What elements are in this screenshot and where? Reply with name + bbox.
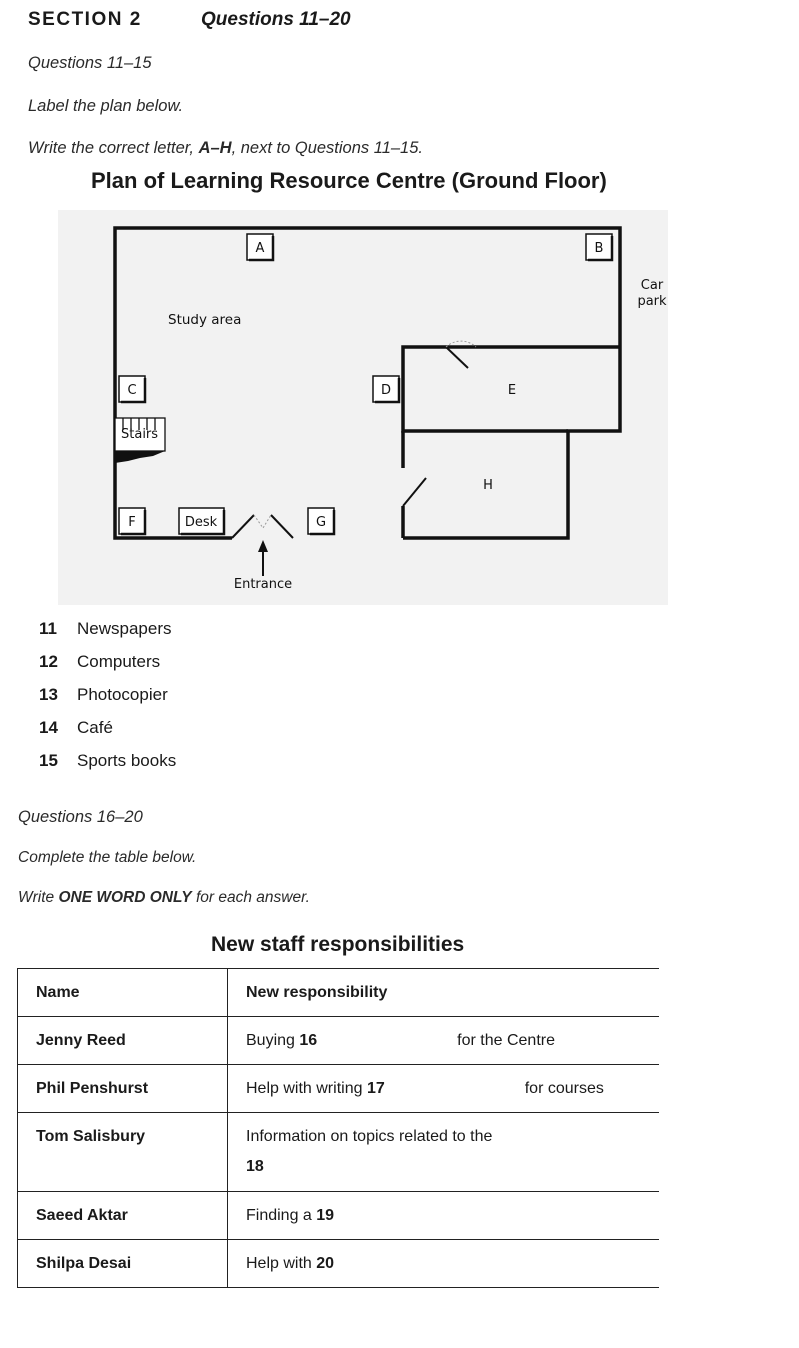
part1-instruction-label: Label the plan below. (28, 97, 184, 115)
row-name (18, 1065, 228, 1113)
table-row (18, 1113, 660, 1192)
question-number: 13 (39, 685, 58, 704)
instr-text: , next to Questions 11–15. (231, 139, 423, 157)
row-resp (228, 1192, 660, 1240)
instr-text: Write the correct letter, (28, 139, 199, 157)
question-text: Computers (77, 652, 161, 671)
resp-text: Information on topics related to the (246, 1128, 493, 1145)
entrance-label: Entrance (233, 577, 293, 592)
list-item (39, 652, 176, 685)
answer-number: 19 (316, 1207, 335, 1224)
section-label: SECTION 2 (28, 9, 142, 30)
part2-heading: Questions 16–20 (18, 808, 143, 826)
stairs-label: Stairs (121, 427, 159, 442)
question-number: 12 (39, 652, 58, 671)
question-number: 11 (39, 619, 57, 638)
row-name (18, 1192, 228, 1240)
instr-text: for each answer. (191, 889, 310, 906)
resp-text-post: for the Centre (457, 1032, 555, 1049)
answer-number: 20 (316, 1255, 335, 1272)
responsibilities-table (17, 968, 659, 1288)
label-g: G (315, 515, 327, 530)
row-resp (228, 1113, 660, 1192)
label-f: F (128, 515, 136, 530)
label-h: H (483, 478, 493, 493)
instr-bold: ONE WORD ONLY (58, 889, 192, 906)
header-resp-text: New responsibility (246, 984, 388, 1001)
resp-text: Finding a (246, 1207, 317, 1224)
section-questions: Questions 11–20 (201, 9, 351, 30)
part2-instruction-write (18, 889, 310, 907)
part2-instruction-complete: Complete the table below. (18, 849, 197, 866)
question-list (39, 619, 176, 784)
instr-bold: A–H (198, 139, 232, 157)
study-area-label: Study area (168, 312, 242, 328)
resp-text: Buying (246, 1032, 300, 1049)
plan-title: Plan of Learning Resource Centre (Ground Floor) (91, 168, 607, 193)
row-resp (228, 1017, 660, 1065)
question-number: 15 (39, 751, 58, 770)
label-c: C (127, 383, 137, 398)
question-text: Sports books (77, 751, 177, 770)
row-name (18, 1240, 228, 1288)
instr-text: Write (18, 889, 59, 906)
label-d: D (380, 383, 392, 398)
part1-heading: Questions 11–15 (28, 54, 152, 72)
answer-number: 18 (246, 1158, 264, 1175)
row-name-text: Jenny Reed (36, 1032, 126, 1049)
row-name-text: Tom Salisbury (36, 1128, 146, 1145)
question-text: Café (77, 718, 113, 737)
resp-text-post: for courses (524, 1080, 604, 1097)
plan-background (58, 210, 668, 605)
resp-text: Help with writing (246, 1080, 367, 1097)
label-b: B (594, 241, 604, 256)
table-row (18, 1017, 660, 1065)
list-item (39, 751, 176, 784)
part1-instruction-write (28, 139, 423, 158)
table-row (18, 1192, 660, 1240)
row-name-text: Phil Penshurst (36, 1080, 149, 1097)
list-item (39, 685, 176, 718)
header-name-text: Name (36, 984, 80, 1001)
question-text: Newspapers (77, 619, 172, 638)
answer-number: 17 (366, 1080, 385, 1097)
table-row (18, 1240, 660, 1288)
list-item (39, 718, 176, 751)
list-item (39, 619, 176, 652)
header-resp (228, 969, 660, 1017)
row-resp (228, 1240, 660, 1288)
row-resp (228, 1065, 660, 1113)
row-name-text: Shilpa Desai (36, 1255, 132, 1272)
floor-plan (58, 210, 668, 605)
answer-number: 16 (299, 1032, 318, 1049)
table-header-row (18, 969, 660, 1017)
label-e: E (507, 383, 517, 398)
table-title: New staff responsibilities (211, 933, 465, 956)
label-a: A (255, 241, 265, 256)
desk-label: Desk (184, 515, 218, 530)
row-name (18, 1017, 228, 1065)
row-name-text: Saeed Aktar (36, 1207, 128, 1224)
question-number: 14 (39, 718, 58, 737)
row-name (18, 1113, 228, 1192)
question-text: Photocopier (77, 685, 168, 704)
car-label: Car (640, 278, 664, 293)
park-label: park (637, 294, 667, 309)
table-row (18, 1065, 660, 1113)
header-name (18, 969, 228, 1017)
resp-text: Help with (246, 1255, 317, 1272)
